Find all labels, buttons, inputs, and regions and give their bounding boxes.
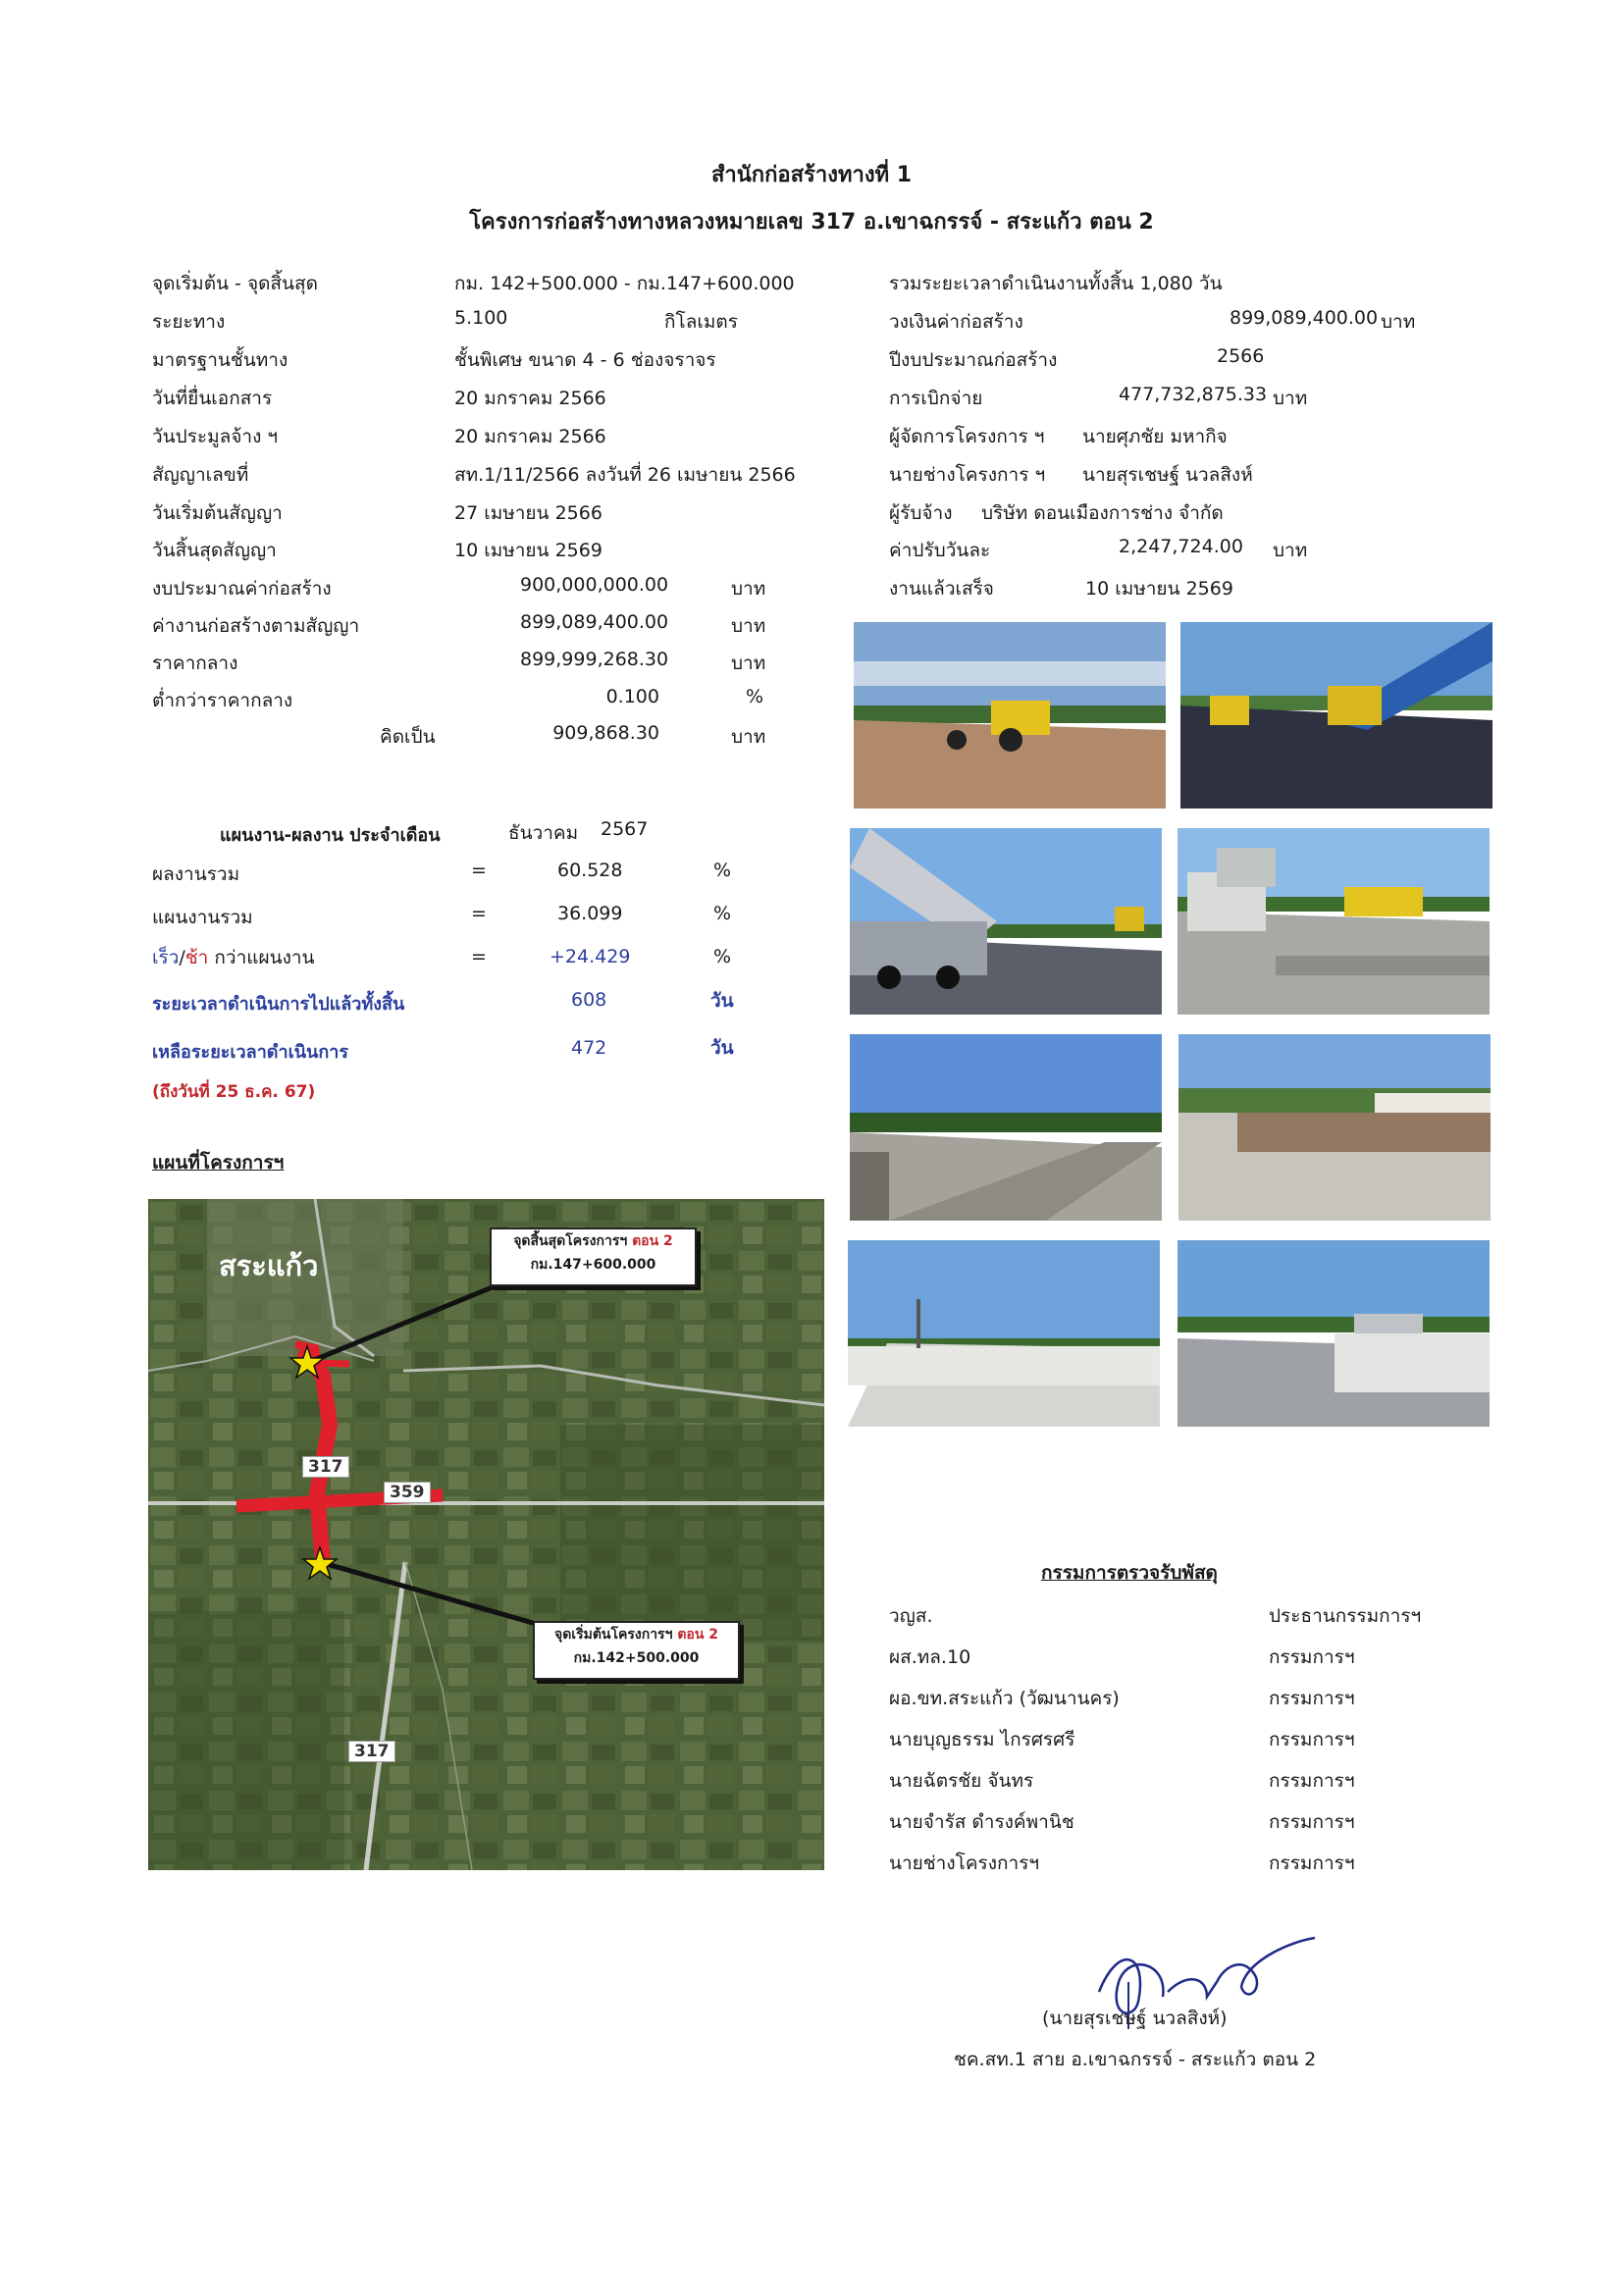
site-photo-slab	[850, 1034, 1162, 1221]
detail-value: 10 เมษายน 2569	[454, 540, 602, 561]
progress-unit: %	[713, 860, 732, 881]
budget-value: 909,868.30	[552, 722, 659, 744]
detail-value: 2,247,724.00	[1119, 536, 1243, 557]
detail-unit: บาท	[1381, 311, 1416, 333]
member-name: นายช่างโครงการฯ	[889, 1852, 1040, 1874]
member-role: กรรมการฯ	[1269, 1770, 1355, 1792]
remaining-unit: วัน	[710, 1037, 734, 1059]
signer-name: (นายสุรเชษฐ์ นวลสิงห์)	[1042, 2008, 1228, 2029]
member-name: ผส.ทล.10	[889, 1646, 971, 1668]
member-role: กรรมการฯ	[1269, 1729, 1355, 1750]
detail-value: 27 เมษายน 2566	[454, 502, 602, 524]
start-point-title	[535, 1623, 738, 1646]
detail-value: 5.100	[454, 307, 508, 329]
budget-label: ต่ำกว่าราคากลาง	[152, 690, 293, 711]
progress-speed-label	[152, 943, 315, 972]
site-photo-paving	[1180, 622, 1492, 809]
member-role: กรรมการฯ	[1269, 1811, 1355, 1833]
project-title: โครงการก่อสร้างทางหลวงหมายเลข 317 อ.เขาฉกรรจ์ - สระแก้ว ตอน 2	[469, 210, 1154, 235]
start-point-callout	[533, 1621, 740, 1680]
member-name: นายบุญธรรม ไกรศรศรี	[889, 1729, 1075, 1750]
budget-unit: บาท	[731, 726, 766, 748]
detail-label: ผู้รับจ้าง	[889, 502, 953, 524]
budget-unit: บาท	[731, 578, 766, 600]
budget-value: 899,089,400.00	[520, 611, 669, 633]
detail-label: จุดเริ่มต้น - จุดสิ้นสุด	[152, 273, 318, 294]
detail-label: สัญญาเลขที่	[152, 464, 249, 486]
detail-label: วันสิ้นสุดสัญญา	[152, 540, 277, 561]
progress-title: แผนงาน-ผลงาน ประจำเดือน	[220, 825, 441, 846]
member-role: กรรมการฯ	[1269, 1646, 1355, 1668]
budget-value: 900,000,000.00	[520, 574, 669, 596]
speed-fast: เร็ว	[152, 947, 180, 968]
detail-label: วันเริ่มต้นสัญญา	[152, 502, 283, 524]
detail-unit: บาท	[1273, 388, 1308, 409]
detail-value: 899,089,400.00	[1230, 307, 1379, 329]
end-point-callout	[490, 1227, 697, 1286]
budget-value: 899,999,268.30	[520, 649, 669, 670]
end-point-section: ตอน 2	[632, 1233, 673, 1249]
progress-eq: =	[471, 946, 487, 967]
detail-value: ชั้นพิเศษ ขนาด 4 - 6 ช่องจราจร	[454, 349, 716, 371]
detail-label: วันที่ยื่นเอกสาร	[152, 388, 273, 409]
budget-value: 0.100	[605, 686, 659, 707]
end-point-label: จุดสิ้นสุดโครงการฯ	[513, 1233, 633, 1249]
member-name: วญส.	[889, 1605, 933, 1627]
detail-unit: กิโลเมตร	[664, 311, 738, 333]
office-title: สำนักก่อสร้างทางที่ 1	[710, 163, 913, 187]
speed-slash: /	[179, 947, 185, 968]
detail-value: 10 เมษายน 2569	[1085, 578, 1233, 600]
detail-value: 20 มกราคม 2566	[454, 388, 606, 409]
member-name: นายฉัตรชัย จันทร	[889, 1770, 1034, 1792]
signer-position: ชค.สท.1 สาย อ.เขาฉกรรจ์ - สระแก้ว ตอน 2	[954, 2049, 1317, 2070]
end-point-km: กม.147+600.000	[530, 1257, 656, 1273]
as-of-date: (ถึงวันที่ 25 ธ.ค. 67)	[152, 1082, 316, 1102]
detail-value: 477,732,875.33	[1119, 384, 1268, 405]
progress-label: ผลงานรวม	[152, 863, 240, 885]
detail-label: มาตรฐานชั้นทาง	[152, 349, 288, 371]
progress-eq: =	[471, 860, 487, 881]
progress-label: แผนงานรวม	[152, 907, 253, 928]
detail-value: สท.1/11/2566 ลงวันที่ 26 เมษายน 2566	[454, 464, 796, 486]
budget-label: ค่างานก่อสร้างตามสัญญา	[152, 615, 360, 637]
satellite-map-image	[148, 1199, 824, 1870]
speed-suffix: กว่าแผนงาน	[208, 947, 315, 968]
route-359: 359	[384, 1482, 431, 1503]
start-point-km: กม.142+500.000	[573, 1650, 700, 1666]
budget-label: ราคากลาง	[152, 652, 238, 674]
route-317-top: 317	[302, 1456, 349, 1478]
detail-value: กม. 142+500.000 - กม.147+600.000	[454, 273, 795, 294]
detail-label: การเบิกจ่าย	[889, 388, 983, 409]
detail-value: นายสุรเชษฐ์ นวลสิงห์	[1082, 464, 1253, 486]
start-point-label: จุดเริ่มต้นโครงการฯ	[553, 1627, 678, 1643]
map-town-label: สระแก้ว	[219, 1249, 319, 1282]
start-point-section: ตอน 2	[677, 1627, 718, 1643]
detail-value: บริษัท ดอนเมืองการช่าง จำกัด	[981, 502, 1224, 524]
detail-value: 2566	[1217, 345, 1265, 367]
detail-label: ค่าปรับวันละ	[889, 540, 991, 561]
progress-year: 2567	[601, 818, 649, 840]
site-photo-road-finished	[1178, 1240, 1490, 1427]
committee-title: กรรมการตรวจรับพัสดุ	[1041, 1562, 1218, 1584]
member-role: ประธานกรรมการฯ	[1269, 1605, 1422, 1627]
progress-value: 60.528	[557, 860, 623, 881]
member-name: นายจำรัส ดำรงค์พานิช	[889, 1811, 1074, 1833]
site-photo-barrier	[848, 1240, 1160, 1427]
detail-value: นายศุภชัย มหากิจ	[1082, 426, 1228, 447]
progress-unit: %	[713, 903, 732, 924]
site-photo-rebar	[1178, 1034, 1491, 1221]
detail-label: ผู้จัดการโครงการ ฯ	[889, 426, 1045, 447]
end-point-title	[492, 1229, 695, 1253]
site-photo-grader	[854, 622, 1166, 809]
budget-unit: บาท	[731, 652, 766, 674]
detail-value: 20 มกราคม 2566	[454, 426, 606, 447]
site-photo-concrete	[1178, 828, 1490, 1015]
detail-label: วงเงินค่าก่อสร้าง	[889, 311, 1023, 333]
remaining-label: เหลือระยะเวลาดำเนินการ	[152, 1042, 349, 1063]
progress-speed-value: +24.429	[550, 946, 631, 967]
map-heading: แผนที่โครงการฯ	[152, 1152, 285, 1174]
site-photo-truck	[850, 828, 1162, 1015]
detail-label: ระยะทาง	[152, 311, 226, 333]
detail-unit: บาท	[1273, 540, 1308, 561]
progress-value: 36.099	[557, 903, 623, 924]
elapsed-label: ระยะเวลาดำเนินการไปแล้วทั้งสิ้น	[152, 994, 405, 1015]
budget-unit: บาท	[731, 615, 766, 637]
member-name: ผอ.ขท.สระแก้ว (วัฒนานคร)	[889, 1688, 1120, 1709]
detail-label: วันประมูลจ้าง ฯ	[152, 426, 279, 447]
member-role: กรรมการฯ	[1269, 1852, 1355, 1874]
member-role: กรรมการฯ	[1269, 1688, 1355, 1709]
detail-label: ปีงบประมาณก่อสร้าง	[889, 349, 1058, 371]
progress-month: ธันวาคม	[508, 822, 579, 844]
speed-slow: ช้า	[184, 947, 209, 968]
route-317-bottom: 317	[348, 1741, 395, 1762]
project-map	[148, 1199, 824, 1870]
detail-label: งานแล้วเสร็จ	[889, 578, 994, 600]
detail-label: นายช่างโครงการ ฯ	[889, 464, 1046, 486]
budget-label: งบประมาณค่าก่อสร้าง	[152, 578, 332, 600]
elapsed-unit: วัน	[710, 990, 734, 1012]
detail-label: รวมระยะเวลาดำเนินงานทั้งสิ้น 1,080 วัน	[889, 273, 1223, 294]
remaining-value: 472	[571, 1037, 607, 1059]
budget-label: คิดเป็น	[380, 726, 436, 748]
progress-unit: %	[713, 946, 732, 967]
budget-unit: %	[746, 686, 764, 707]
progress-eq: =	[471, 903, 487, 924]
elapsed-value: 608	[571, 989, 607, 1011]
